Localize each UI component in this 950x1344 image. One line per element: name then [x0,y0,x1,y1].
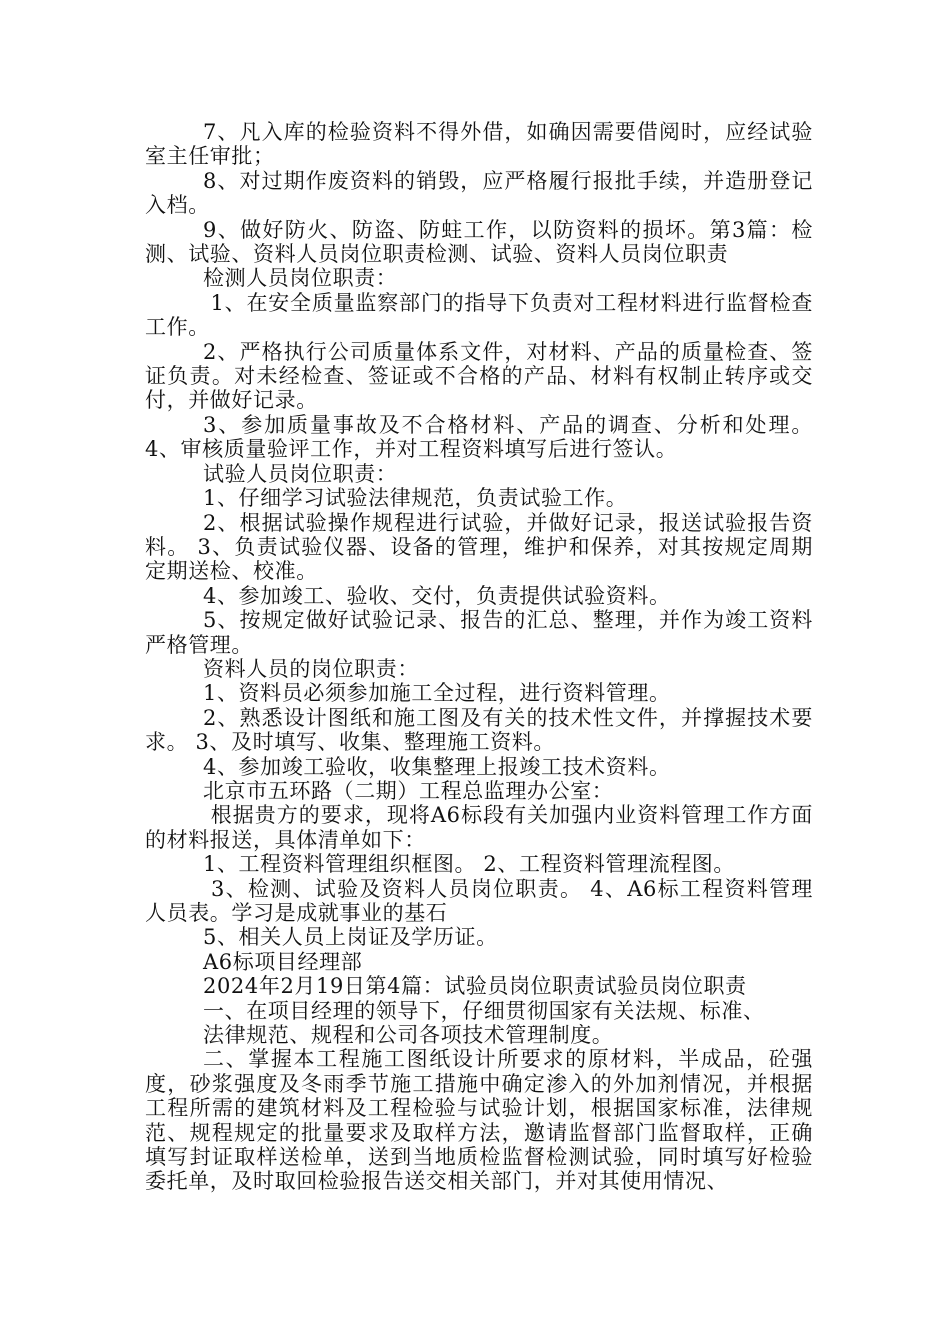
document-body [145,120,813,1194]
paragraph: 4、参加竣工、验收、交付，负责提供试验资料。 [203,583,671,608]
paragraph: 1、工程资料管理组织框图。 2、工程资料管理流程图。 [203,852,735,877]
paragraph: 1、仔细学习试验法律规范，负责试验工作。 [203,486,628,511]
paragraph: 3、检测、试验及资料人员岗位职责。 4、A6标工程资料管理人员表。学习是成就事业的基石 [145,876,813,925]
paragraph: 3、参加质量事故及不合格材料、产品的调查、分析和处理。4、审核质量验评工作，并对工程资料填写后进行签认。 [145,412,813,462]
paragraph: 法律规范、规程和公司各项技术管理制度。 [203,1023,614,1048]
paragraph: 1、资料员必须参加施工全过程，进行资料管理。 [203,681,671,706]
paragraph: 2、熟悉设计图纸和施工图及有关的技术性文件，并撑握技术要求。 3、及时填写、收集、整理施工资料。 [145,705,813,755]
section-heading: 试验人员岗位职责： [203,461,398,486]
paragraph: 5、相关人员上岗证及学历证。 [203,925,498,950]
paragraph: 二、掌握本工程施工图纸设计所要求的原材料，半成品，砼强度，砂浆强度及冬雨季节施工措施中确定渗入的外加剂情况，并根据工程所需的建筑材料及工程检验与试验计划，根据国家标准，法律规范、规程规定的批量要求及取样方法，邀请监督部门监督取样，正确填写封证取样送检单，送到当地质检监督检测试验，同时填写好检验委托单，及时取回检验报告送交相关部门，并对其使用情况、 [145,1047,813,1194]
paragraph: 5、按规定做好试验记录、报告的汇总、整理，并作为竣工资料严格管理。 [145,608,813,657]
paragraph: 9、做好防火、防盗、防蛀工作，以防资料的损坏。第3篇：检测、试验、资料人员岗位职责检测、试验、资料人员岗位职责 [145,217,813,267]
paragraph: 7、凡入库的检验资料不得外借，如确因需要借阅时，应经试验室主任审批； [145,120,813,169]
paragraph: 4、参加竣工验收，收集整理上报竣工技术资料。 [203,754,671,779]
section-heading: 检测人员岗位职责： [203,266,398,291]
letter-date: 2024年2月19日第4篇：试验员岗位职责试验员岗位职责 [203,974,747,999]
section-heading: 资料人员的岗位职责： [203,656,419,681]
paragraph: 1、在安全质量监察部门的指导下负责对工程材料进行监督检查工作。 [145,290,813,340]
letter-sender: A6标项目经理部 [203,949,363,974]
paragraph: 根据贵方的要求，现将A6标段有关加强内业资料管理工作方面的材料报送，具体清单如下： [145,803,813,852]
paragraph: 一、在项目经理的领导下，仔细贯彻国家有关法规、标准、 [203,998,765,1023]
paragraph: 2、严格执行公司质量体系文件，对材料、产品的质量检查、签证负责。对未经检查、签证或不合格的产品、材料有权制止转序或交付，并做好记录。 [145,339,813,413]
paragraph: 8、对过期作废资料的销毁，应严格履行报批手续，并造册登记入档。 [145,168,813,218]
paragraph: 2、根据试验操作规程进行试验，并做好记录，报送试验报告资料。 3、负责试验仪器、设备的管理，维护和保养，对其按规定周期定期送检、校准。 [145,510,813,584]
letter-recipient: 北京市五环路（二期）工程总监理办公室： [203,778,614,803]
